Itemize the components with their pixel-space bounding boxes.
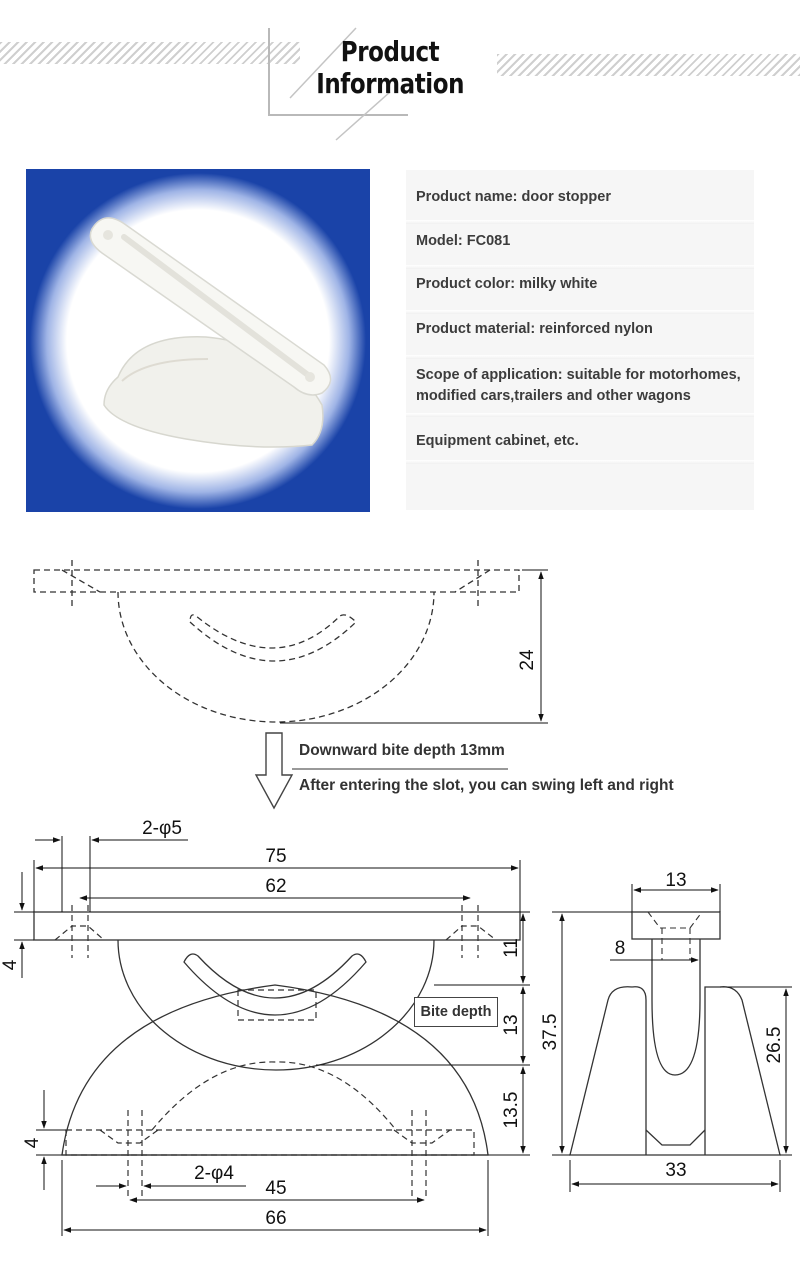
dim-hole-spacing-upper: 62 xyxy=(265,876,287,897)
dim-11: 11 xyxy=(501,938,522,958)
dim-height-24: 24 xyxy=(517,649,538,671)
dim-side-top-width: 13 xyxy=(665,870,687,891)
dim-width-upper: 75 xyxy=(265,846,287,867)
dim-hole-spacing-lower: 45 xyxy=(265,1178,287,1199)
dim-side-body-height: 26.5 xyxy=(764,1026,785,1064)
info-scope-line2: modified cars,trailers and other wagons xyxy=(416,388,691,404)
info-scope-line1: Scope of application: suitable for motorhomes, xyxy=(416,367,741,383)
dim-plate-lower: 4 xyxy=(22,1137,43,1149)
top-view-height-dimension xyxy=(280,570,548,723)
title-line1: Product xyxy=(340,35,440,68)
bite-depth-label: Bite depth xyxy=(414,997,498,1027)
dim-side-base-width: 33 xyxy=(665,1160,687,1181)
dim-side-total-height: 37.5 xyxy=(540,1013,561,1051)
side-view xyxy=(570,912,780,1155)
top-view-drawing xyxy=(34,560,519,722)
side-view-dimensions xyxy=(552,884,792,1192)
info-product-name: Product name: door stopper xyxy=(416,189,611,205)
dim-plate-upper: 4 xyxy=(0,959,21,971)
info-color: Product color: milky white xyxy=(416,276,598,292)
info-material: Product material: reinforced nylon xyxy=(416,321,653,337)
down-arrow-icon xyxy=(256,733,292,808)
dim-side-slot-width: 8 xyxy=(614,938,626,959)
dim-13-5: 13.5 xyxy=(501,1091,522,1129)
info-model: Model: FC081 xyxy=(416,233,511,249)
front-view-upper xyxy=(34,912,520,1070)
title-line2: Information xyxy=(316,67,465,100)
dim-hole-upper: 2-φ5 xyxy=(142,818,182,839)
dim-hole-lower: 2-φ4 xyxy=(194,1163,234,1184)
side-view-hidden xyxy=(648,912,702,960)
dim-13: 13 xyxy=(501,1014,522,1036)
info-equipment: Equipment cabinet, etc. xyxy=(416,433,579,449)
swing-note: After entering the slot, you can swing left and right xyxy=(299,777,674,794)
dim-width-lower: 66 xyxy=(265,1208,287,1229)
bite-depth-note: Downward bite depth 13mm xyxy=(299,742,505,759)
